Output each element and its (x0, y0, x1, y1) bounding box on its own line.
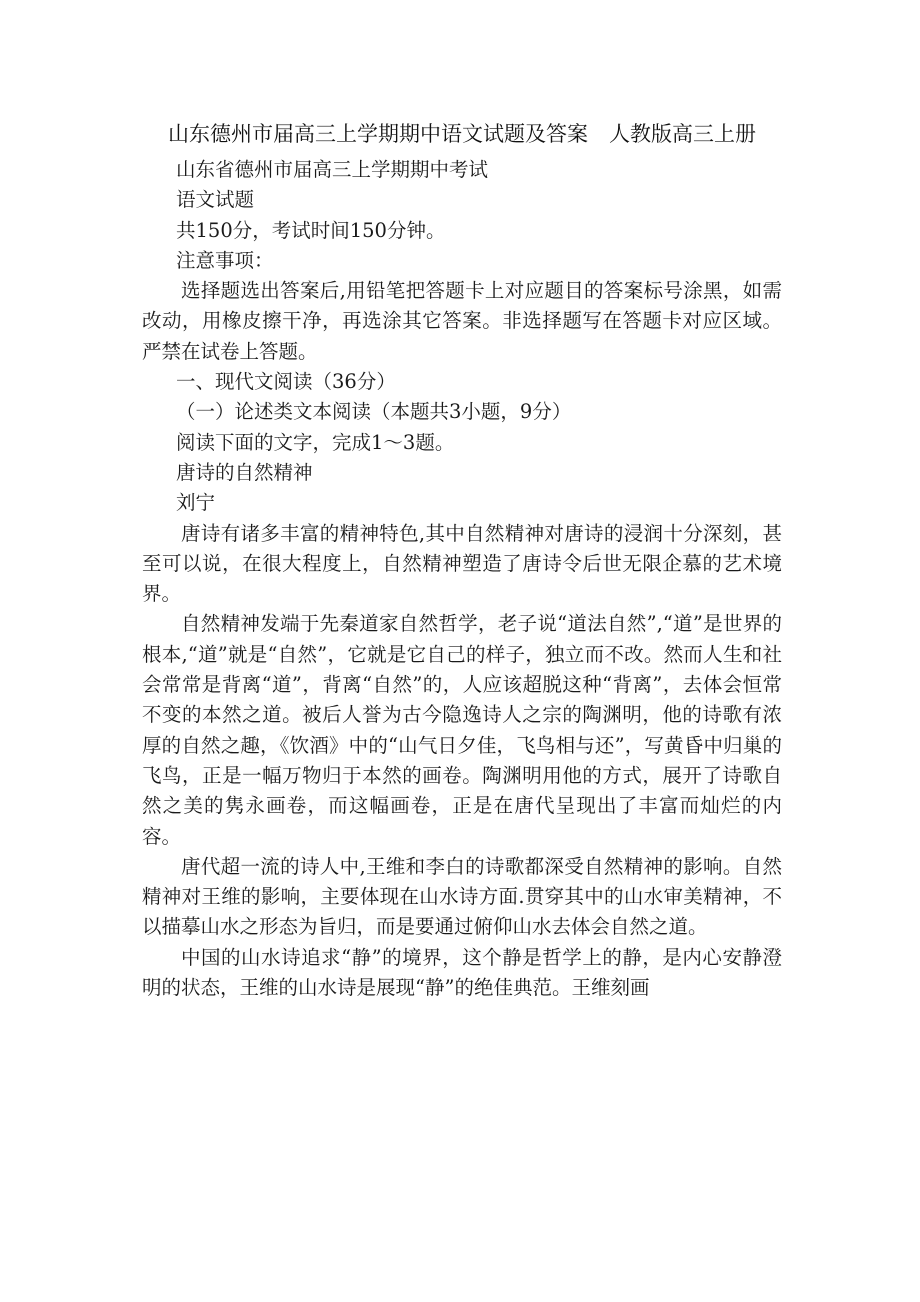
article-author: 刘宁 (176, 491, 216, 515)
article-paragraph: 唐代超一流的诗人中,王维和李白的诗歌都深受自然精神的影响。自然精神对王维的影响，主要体现在山水诗方面.贯穿其中的山水审美精神，不以描摹山水之形态为旨归，而是要通过俯仰山水去体会自然之道。 (142, 854, 782, 939)
document-page (142, 0, 782, 1003)
article-paragraph: 中国的山水诗追求“静”的境界，这个静是哲学上的静，是内心安静澄明的状态，王维的山水诗是展现“静”的绝佳典范。王维刻画 (142, 945, 782, 1000)
notice-text: 选择题选出答案后,用铅笔把答题卡上对应题目的答案标号涂黑，如需改动，用橡皮擦干净，再选涂其它答案。非选择题写在答题卡对应区域。严禁在试卷上答题。 (142, 279, 782, 363)
score-time: 共150分，考试时间150分钟。 (176, 218, 446, 242)
reading-instruction: 阅读下面的文字，完成1～3题。 (176, 430, 455, 454)
article-title: 唐诗的自然精神 (176, 460, 313, 484)
document-title: 山东德州市届高三上学期期中语文试题及答案 人教版高三上册 (168, 122, 756, 146)
article-paragraph: 自然精神发端于先秦道家自然哲学，老子说“道法自然”,“道”是世界的根本,“道”就是“自然”，它就是它自己的样子，独立而不改。然而人生和社会常常是背离“道”，背离“自然”的，人应该超脱这种“背离”，去体会恒常不变的本然之道。被后人誉为古今隐逸诗人之宗的陶渊明，他的诗歌有浓厚的自然之趣，《饮酒》中的“山气日夕佳，飞鸟相与还”，写黄昏中归巢的飞鸟，正是一幅万物归于本然的画卷。陶渊明用他的方式，展开了诗歌自然之美的隽永画卷，而这幅画卷，正是在唐代呈现出了丰富而灿烂的内容。 (142, 612, 782, 848)
section-heading: 一、现代文阅读（36分） (176, 370, 396, 394)
exam-name: 山东省德州市届高三上学期期中考试 (176, 158, 489, 181)
article-paragraph: 唐诗有诸多丰富的精神特色,其中自然精神对唐诗的浸润十分深刻，甚至可以说，在很大程度上，自然精神塑造了唐诗令后世无限企慕的艺术境界。 (142, 521, 782, 606)
document-body (142, 155, 782, 1003)
subject-name: 语文试题 (176, 188, 255, 212)
subsection-heading: （一）论述类文本阅读（本题共3小题，9分） (176, 400, 572, 424)
notice-heading: 注意事项： (176, 248, 274, 272)
